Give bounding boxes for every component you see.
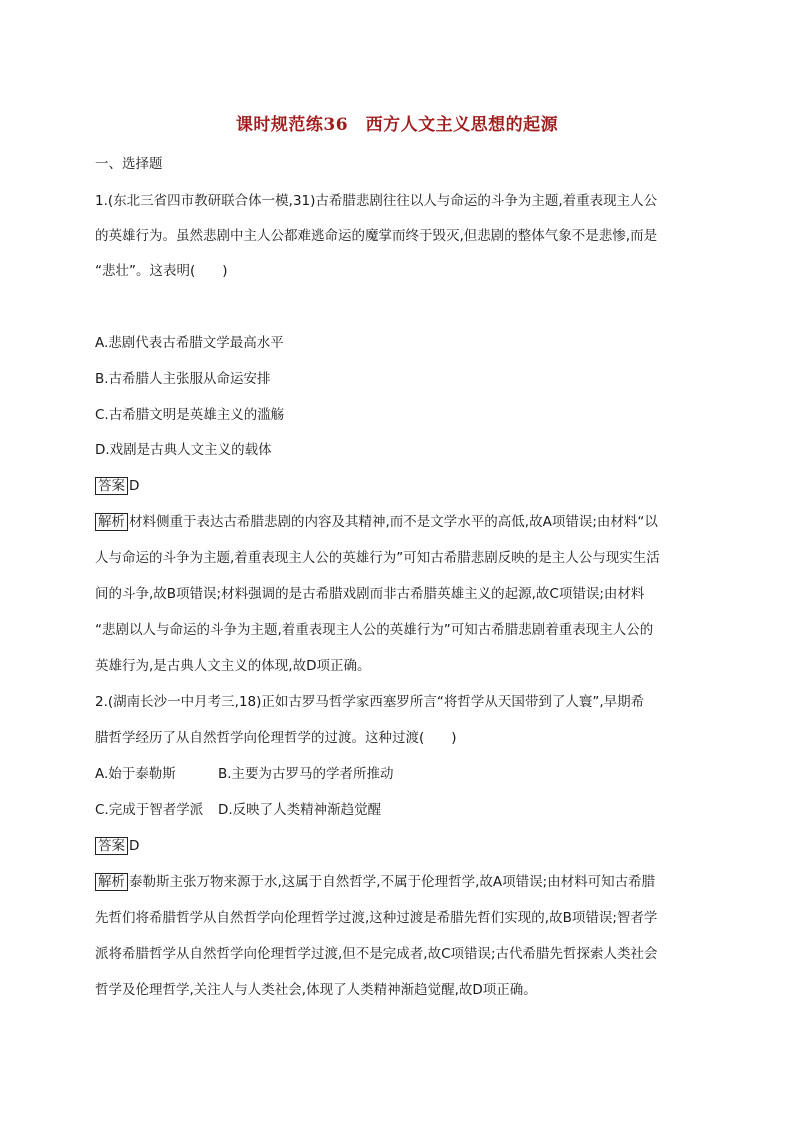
q1-analysis-line-1 — [95, 513, 658, 531]
analysis-label: 解析 — [95, 873, 128, 891]
q1-answer — [95, 477, 139, 495]
page-title: 课时规范练36 西方人文主义思想的起源 — [235, 115, 559, 135]
section-heading: 一、选择题 — [95, 156, 163, 172]
q2-stem-line-1: 2.(湖南长沙一中月考三,18)正如古罗马哲学家西塞罗所言“将哲学从天国带到了人寰”,早期希 — [95, 694, 645, 710]
q1-stem-line-3: “悲壮”。这表明( ) — [95, 263, 228, 279]
q2-answer — [95, 837, 139, 855]
analysis-text: 泰勒斯主张万物来源于水,这属于自然哲学,不属于伦理哲学,故A项错误;由材料可知古希腊 — [129, 874, 656, 890]
q1-analysis-line-3: 间的斗争,故B项错误;材料强调的是古希腊戏剧而非古希腊英雄主义的起源,故C项错误;由材料 — [95, 586, 645, 602]
q2-option-b: B.主要为古罗马的学者所推动 — [218, 766, 394, 782]
analysis-text: 材料侧重于表达古希腊悲剧的内容及其精神,而不是文学水平的高低,故A项错误;由材料“以 — [129, 514, 658, 530]
q1-option-c: C.古希腊文明是英雄主义的滥觞 — [95, 407, 285, 423]
q1-analysis-line-4: “悲剧以人与命运的斗争为主题,着重表现主人公的英雄行为”可知古希腊悲剧着重表现主人公的 — [95, 622, 654, 638]
answer-value: D — [129, 478, 140, 494]
analysis-label: 解析 — [95, 513, 128, 531]
q2-analysis-line-4: 哲学及伦理哲学,关注人与人类社会,体现了人类精神渐趋觉醒,故D项正确。 — [95, 982, 537, 998]
q1-analysis-line-2: 人与命运的斗争为主题,着重表现主人公的英雄行为”可知古希腊悲剧反映的是主人公与现实生活 — [95, 550, 660, 566]
q2-option-c: C.完成于智者学派 — [95, 802, 204, 818]
q1-stem-line-1: 1.(东北三省四市教研联合体一模,31)古希腊悲剧往往以人与命运的斗争为主题,着重表现主人公 — [95, 193, 658, 209]
q2-option-a: A.始于泰勒斯 — [95, 766, 176, 782]
q2-analysis-line-1 — [95, 873, 655, 891]
q2-analysis-line-3: 派将希腊哲学从自然哲学向伦理哲学过渡,但不是完成者,故C项错误;古代希腊先哲探索人类社会 — [95, 946, 658, 962]
q1-option-a: A.悲剧代表古希腊文学最高水平 — [95, 335, 284, 351]
answer-label: 答案 — [95, 477, 128, 495]
answer-value: D — [129, 838, 140, 854]
q2-option-d: D.反映了人类精神渐趋觉醒 — [218, 802, 382, 818]
answer-label: 答案 — [95, 837, 128, 855]
q1-stem-line-2: 的英雄行为。虽然悲剧中主人公都难逃命运的魔掌而终于毁灭,但悲剧的整体气象不是悲惨,而是 — [95, 228, 658, 244]
q1-analysis-line-5: 英雄行为,是古典人文主义的体现,故D项正确。 — [95, 658, 371, 674]
q2-stem-line-2: 腊哲学经历了从自然哲学向伦理哲学的过渡。这种过渡( ) — [95, 730, 457, 746]
q1-option-b: B.古希腊人主张服从命运安排 — [95, 371, 271, 387]
q2-analysis-line-2: 先哲们将希腊哲学从自然哲学向伦理哲学过渡,这种过渡是希腊先哲们实现的,故B项错误;智者学 — [95, 910, 658, 926]
q1-option-d: D.戏剧是古典人文主义的载体 — [95, 442, 272, 458]
